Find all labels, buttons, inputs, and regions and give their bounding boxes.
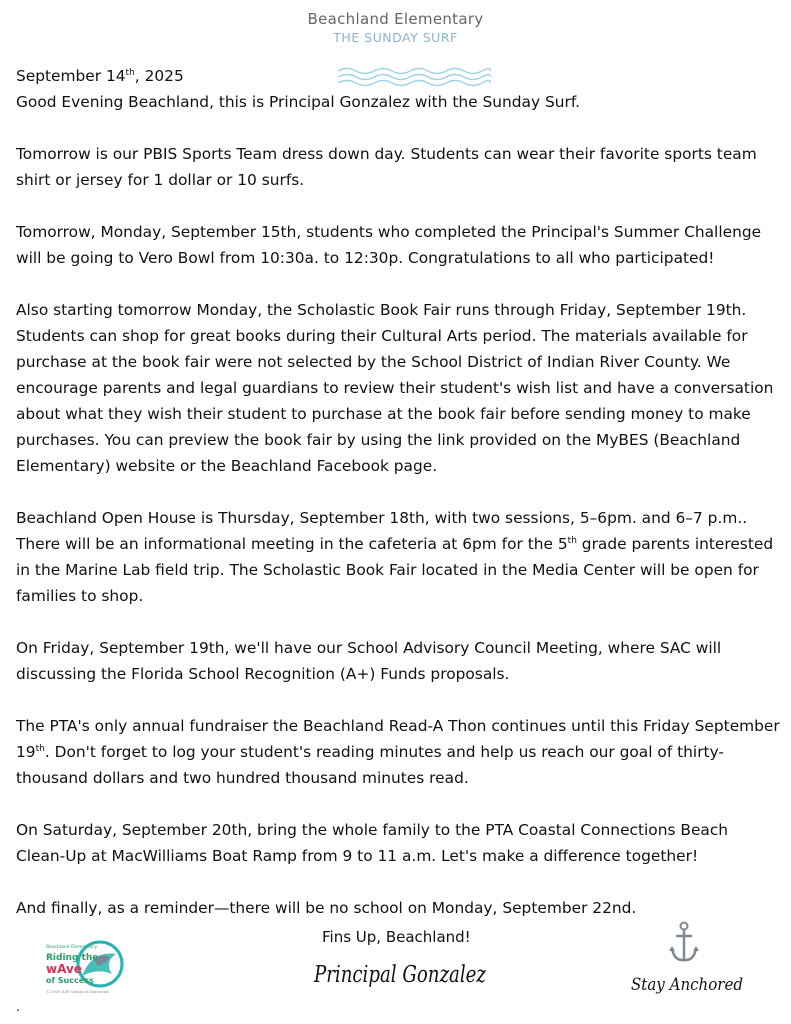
paragraph-no-school: And finally, as a reminder—there will be no school on Monday, September 22nd. [16, 899, 637, 917]
svg-text:Beachland Elementary: Beachland Elementary [46, 945, 97, 950]
svg-text:of Success: of Success [46, 976, 94, 985]
paragraph-summer-challenge: Tomorrow, Monday, September 15th, students who completed the Principal's Summer Challenge will be going to Vero Bowl from 10:30a. to 12:30p. Congratulations to all who participated! [16, 223, 762, 267]
newsletter-title: THE SUNDAY SURF [333, 30, 458, 45]
principal-signature [312, 948, 492, 996]
letter-greeting: Good Evening Beachland, this is Principal Gonzalez with the Sunday Surf. [16, 93, 581, 111]
paragraph-dress-down: Tomorrow is our PBIS Sports Team dress down day. Students can wear their favorite sports team shirt or jersey for 1 dollar or 10 surfs. [16, 145, 757, 189]
paragraph-beach-cleanup: On Saturday, September 20th, bring the whole family to the PTA Coastal Connections Beach Clean-Up at MacWilliams Boat Ramp from 9 to 11 a.m. Let's make a difference together! [16, 821, 729, 865]
paragraph-open-house: Beachland Open House is Thursday, September 18th, with two sessions, 5–6pm. and 6–7 p.m.. There will be an informational meeting in the cafeteria at 6pm for the 5th grade parents interested in the Marine Lab field trip. The Scholastic Book Fair located in the Media Center will be open for families to shop. [16, 509, 774, 605]
trailing-dot: . [16, 1000, 20, 1014]
paragraph-read-a-thon: The PTA's only annual fundraiser the Beachland Read-A Thon continues until this Friday September 19th. Don't forget to log your student's reading minutes and help us reach our goal of thirty-thousand dollars and two hundred thousand minutes read. [16, 717, 780, 787]
paragraph-sac-meeting: On Friday, September 19th, we'll have our School Advisory Council Meeting, where SAC will discussing the Florida School Recognition (A+) Funds proposals. [16, 639, 722, 683]
svg-text:Riding the: Riding the [46, 953, 99, 963]
anchor-icon [669, 921, 699, 965]
riding-the-wave-logo [42, 940, 134, 996]
svg-text:Stay Anchored: Stay Anchored [631, 975, 744, 995]
svg-text:Principal Gonzalez: Principal Gonzalez [313, 962, 487, 988]
paragraph-book-fair: Also starting tomorrow Monday, the Scholastic Book Fair runs through Friday, September 19th. Students can shop for great books during their Cultural Arts period. The materials available for purchase at the book fair were not selected by the School District of Indian River County. We encourage parents and legal guardians to review their student's wish list and have a conversation about what they wish their student to purchase at the book fair before sending money to make purchases. You can preview the book fair by using the link provided on the MyBES (Beachland Elementary) website or the Beachland Facebook page. [16, 301, 774, 475]
school-name: Beachland Elementary [307, 10, 484, 28]
svg-text:© 2025 A3E School of Distincti: © 2025 A3E School of Distinction [46, 989, 110, 994]
svg-text:wAve: wAve [46, 962, 82, 976]
closing-line: Fins Up, Beachland! [322, 928, 471, 946]
newsletter-header [0, 10, 791, 45]
letter-body [16, 63, 781, 921]
stay-anchored-text [628, 968, 748, 998]
letter-date: September 14th, 2025 [16, 67, 184, 85]
